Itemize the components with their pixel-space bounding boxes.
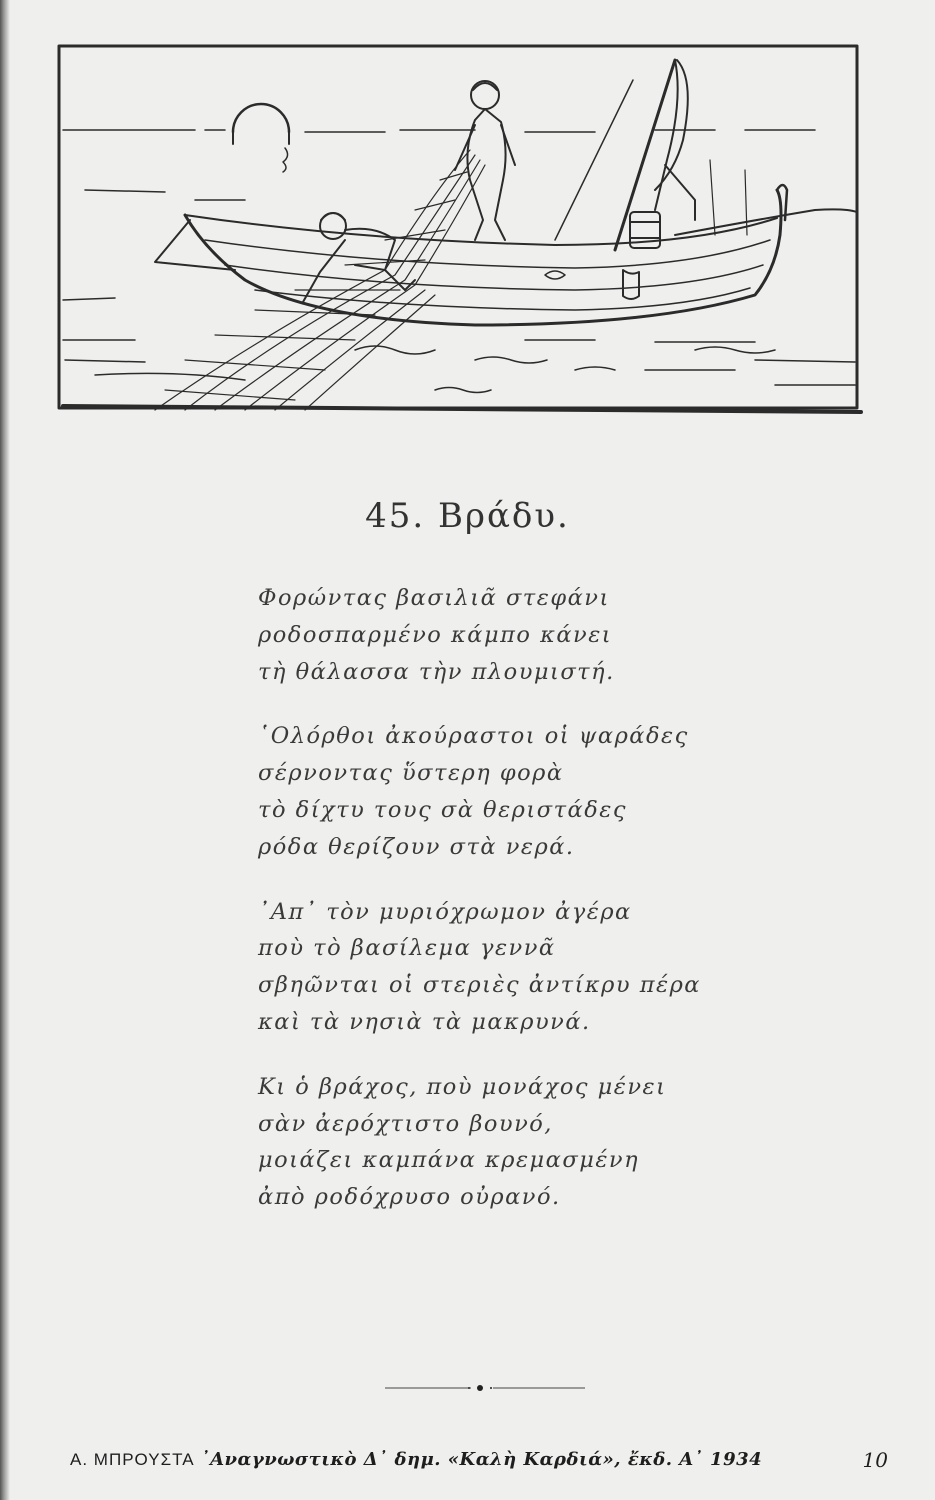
- divider-ornament: [385, 1378, 585, 1398]
- poem-line: ποὺ τὸ βασίλεμα γεννᾶ: [258, 935, 556, 962]
- poem-line: καὶ τὰ νησιὰ τὰ μακρυνά.: [258, 1008, 591, 1035]
- poem-line: ἀπὸ ροδόχρυσο οὐρανό.: [258, 1184, 561, 1211]
- sail-icon: [555, 60, 695, 250]
- poem-line: ρόδα θερίζουν στὰ νερά.: [258, 833, 575, 860]
- fishing-boat-illustration: [55, 40, 863, 415]
- standing-fisherman-icon: [455, 81, 515, 240]
- footer-book-reference: ᾿Αναγνωστικὸ Δ᾿ δημ. «Καλὴ Καρδιά», ἔκδ. Α᾿ 1934: [200, 1449, 763, 1470]
- poem-body: [258, 580, 818, 1244]
- sun-icon: [233, 104, 289, 172]
- poem-line: σὰν ἀερόχτιστο βουνό,: [258, 1110, 553, 1137]
- poem-line: τὴ θάλασσα τὴν πλουμιστή.: [258, 658, 615, 685]
- page-number: 10: [862, 1448, 888, 1472]
- poem-line: ᾿Απ᾿ τὸν μυριόχρωμον ἀγέρα: [258, 898, 632, 925]
- stanza-2: [258, 718, 818, 865]
- poem-title: 45. Βράδυ.: [365, 496, 570, 536]
- page-edge-shadow: [0, 0, 10, 1500]
- footer-author: Α. ΜΠΡΟΥΣΤΑ: [70, 1450, 195, 1469]
- poem-line: ροδοσπαρμένο κάμπο κάνει: [258, 621, 613, 648]
- poem-line: ῾Ολόρθοι ἀκούραστοι οἱ ψαράδες: [258, 723, 689, 750]
- stanza-3: [258, 894, 818, 1041]
- poem-line: τὸ δίχτυ τους σὰ θεριστάδες: [258, 796, 627, 823]
- boat-icon: [155, 185, 787, 325]
- stanza-4: [258, 1069, 818, 1216]
- poem-line: Κι ὁ βράχος, ποὺ μονάχος μένει: [258, 1073, 667, 1100]
- stanza-1: [258, 580, 818, 690]
- fishing-net-icon: [155, 150, 485, 410]
- poem-line: μοιάζει καμπάνα κρεμασμένη: [258, 1147, 640, 1174]
- page-footer: [70, 1448, 900, 1480]
- illustration-frame: [59, 46, 857, 408]
- poem-line: σβηῶνται οἱ στεριὲς ἀντίκρυ πέρα: [258, 972, 702, 999]
- poem-line: σέρνοντας ὕστερη φορὰ: [258, 760, 564, 787]
- poem-line: Φορώντας βασιλιᾶ στεφάνι: [258, 585, 610, 611]
